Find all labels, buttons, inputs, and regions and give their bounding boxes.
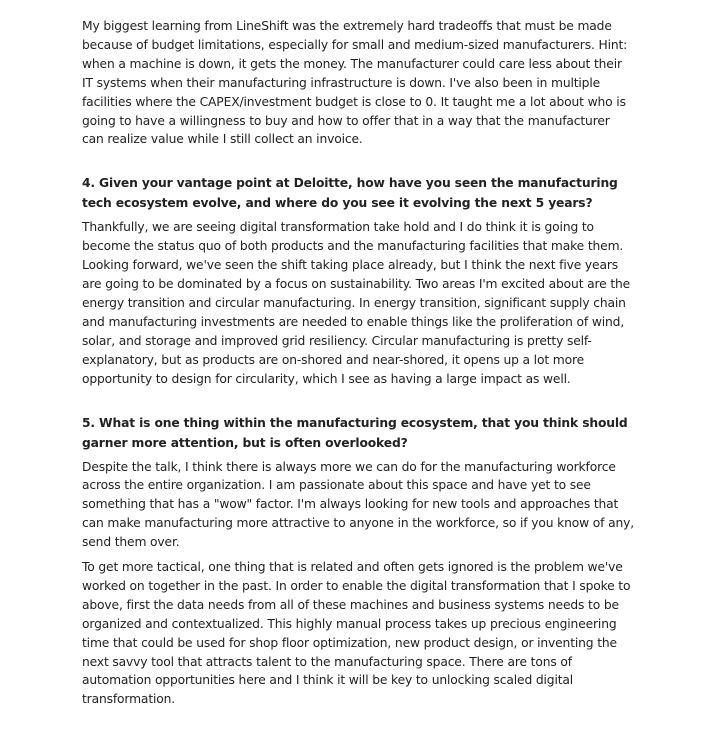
- question-4-heading: 4. Given your vantage point at Deloitte, how have you seen the manufacturing tech ecosystem evolve, and where do you see it evolving the next 5 years?: [82, 176, 618, 211]
- article-body: [82, 17, 634, 709]
- question-5-heading: 5. What is one thing within the manufacturing ecosystem, that you think should garner more attention, but is often overlooked?: [82, 415, 628, 450]
- answer-5-paragraph-2: To get more tactical, one thing that is related and often gets ignored is the problem we've worked on together in the past. In order to enable the digital transformation that I spoke to above, first the data needs from all of these machines and business systems needs to be organized and contextualized. This highly manual process takes up precious engineering time that could be used for shop floor optimization, new product design, or inventing the next savvy tool that attracts talent to the manufacturing space. There are tons of automation opportunities here and I think it will be key to unlocking scaled digital transformation.: [82, 560, 631, 707]
- answer-5-paragraph-1: Despite the talk, I think there is always more we can do for the manufacturing workforce across the entire organization. I am passionate about this space and have yet to see something that has a "wow" factor. I'm always looking for new tools and approaches that can make manufacturing more attractive to anyone in the workforce, so if you know of any, send them over.: [82, 459, 635, 550]
- answer-4-paragraph: Thankfully, we are seeing digital transformation take hold and I do think it is going to become the status quo of both products and the manufacturing facilities that make them. Looking forward, we've seen the shift taking place already, but I think the next five years are going to be dominated by a focus on sustainability. Two areas I'm excited about are the energy transition and circular manufacturing. In energy transition, significant supply chain and manufacturing investments are needed to enable things like the proliferation of wind, solar, and storage and improved grid resiliency. Circular manufacturing is pretty self-explanatory, but as products are on-shored and near-shored, it opens up a lot more opportunity to design for circularity, which I see as having a large impact as well.: [82, 220, 631, 386]
- intro-paragraph: My biggest learning from LineShift was the extremely hard tradeoffs that must be made because of budget limitations, especially for small and medium-sized manufacturers. Hint: when a machine is down, it gets the money. The manufacturer could care less about their IT systems when their manufacturing infrastructure is down. I've also been in multiple facilities where the CAPEX/investment budget is close to 0. It taught me a lot about who is going to have a willingness to buy and how to offer that in a way that the manufacturer can realize value while I still collect an invoice.: [82, 19, 628, 147]
